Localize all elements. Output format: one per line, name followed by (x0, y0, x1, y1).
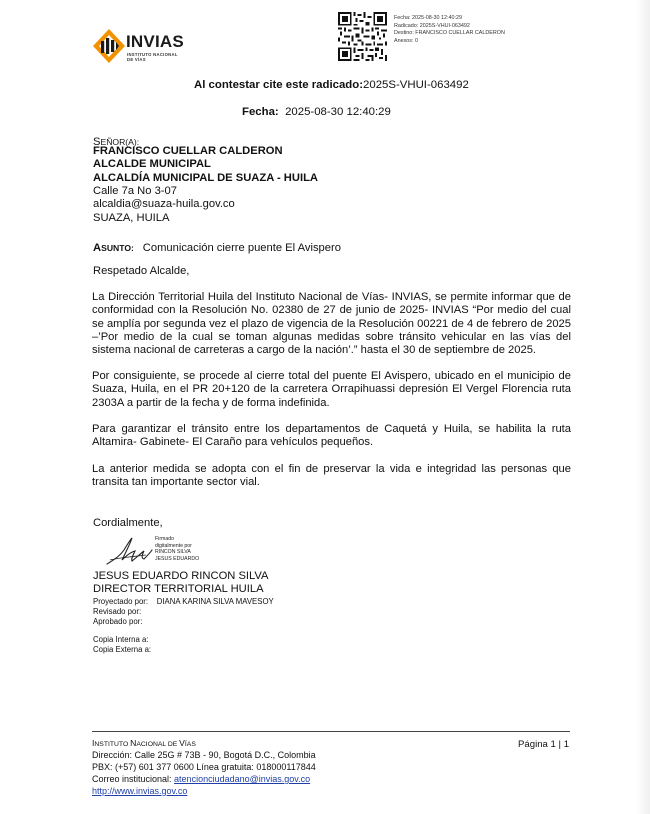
stamp-fecha: Fecha: 2025-08-30 12:40:29 (394, 15, 463, 21)
date-label: Fecha: (242, 106, 279, 118)
footer-email-link[interactable]: atencionciudadano@invias.gov.co (174, 774, 311, 784)
revisado-line: Revisado por: (93, 607, 142, 616)
page-edge-shadow (636, 0, 650, 814)
footer-web-line (92, 786, 187, 798)
closing: Cordialmente, (93, 517, 163, 529)
recipient-email: alcaldia@suaza-huila.gov.co (93, 198, 235, 210)
subject-line (93, 238, 341, 256)
digital-signature-note: Firmado digitalmente por RINCON SILVA JESUS EDUARDO (155, 536, 200, 562)
footer-divider (92, 731, 570, 732)
body-paragraph-4: La anterior medida se adopta con el fin de preservar la vida e integridad las personas que transita tan importante sector vial. (92, 463, 571, 489)
cite-value: 2025S-VHUI-063492 (363, 79, 469, 91)
footer-web-link[interactable]: http://www.invias.gov.co (92, 786, 188, 796)
copia-interna-line: Copia Interna a: (93, 635, 149, 644)
radicado-stamp (394, 15, 505, 45)
body-paragraph-2: Por consiguiente, se procede al cierre total del puente El Avispero, ubicado en el municipio de Suaza, Huila, en el PR 20+120 de la carretera Orrapihuassi depresión El Vergel Florencia ruta 2303A a partir de la fecha y de forma indefinida. (92, 370, 571, 409)
recipient-title: ALCALDE MUNICIPAL (93, 158, 211, 170)
cite-line (194, 79, 469, 91)
proyectado-line: Proyectado por: DIANA KARINA SILVA MAVESOY (93, 597, 274, 606)
page-number: Página 1 | 1 (518, 739, 570, 750)
copia-externa-line: Copia Externa a: (93, 645, 152, 654)
signer-title: DIRECTOR TERRITORIAL HUILA (93, 583, 264, 595)
logo-wordmark: INVIAS (126, 32, 184, 51)
footer-address: Dirección: Calle 25G # 73B - 90, Bogotá D.C., Colombia (92, 750, 316, 760)
date-value: 2025-08-30 12:40:29 (285, 106, 391, 118)
subject-text: Comunicación cierre puente El Avispero (142, 242, 341, 254)
handwritten-signature-icon (104, 534, 154, 570)
body-paragraph-1: La Dirección Territorial Huila del Instituto Nacional de Vías- INVIAS, se permite informar que de conformidad con la Resolución No. 02380 de 27 de junio de 2025- INVIAS “Por medio del cual se amplía por segunda vez el plazo de vigencia de la Resolución 00221 de 4 de febrero de 2025 –’Por medio de la cual se toman algunas medidas sobre tránsito vehicular en las vías del sistema nacional de carreteras a cargo de la nación’.” hasta el 30 de septiembre de 2025. (92, 291, 571, 357)
stamp-destino: Destino: FRANCISCO CUELLAR CALDERON (394, 30, 505, 37)
invias-logo-icon (92, 28, 126, 64)
salutation: Respetado Alcalde, (93, 265, 190, 277)
signer-name: JESUS EDUARDO RINCON SILVA (93, 570, 269, 582)
invias-logo (92, 28, 184, 64)
subject-label: ASUNTO: (93, 242, 134, 254)
stamp-radicado: Radicado: 2025S-VHUI-063492 (394, 22, 470, 29)
footer-institution: INSTITUTO NACIONAL DE VÍAS (92, 738, 196, 748)
recipient-organization: ALCALDÍA MUNICIPAL DE SUAZA - HUILA (93, 172, 318, 184)
qr-code-icon (338, 12, 387, 61)
footer-email-line: Correo institucional: atencionciudadano@invias.gov.co (92, 774, 311, 784)
logo-subtext: INSTITUTO NACIONAL DE VÍAS (127, 52, 178, 62)
recipient-salutation-label: SEÑOR(A): (93, 136, 140, 148)
recipient-name: FRANCISCO CUELLAR CALDERON (93, 145, 283, 157)
date-line (242, 106, 391, 118)
body-paragraph-3: Para garantizar el tránsito entre los departamentos de Caquetá y Huila, se habilita la ruta Altamira- Gabinete- El Caraño para vehículos pequeños. (92, 423, 571, 449)
footer-phone: PBX: (+57) 601 377 0600 Línea gratuita: 018000117844 (92, 762, 316, 772)
aprobado-line: Aprobado por: (93, 617, 143, 626)
cite-label: Al contestar cite este radicado: (194, 79, 364, 91)
recipient-address: Calle 7a No 3-07 (93, 185, 177, 197)
stamp-anexos: Anexos: 0 (394, 37, 418, 44)
recipient-city: SUAZA, HUILA (93, 212, 170, 224)
